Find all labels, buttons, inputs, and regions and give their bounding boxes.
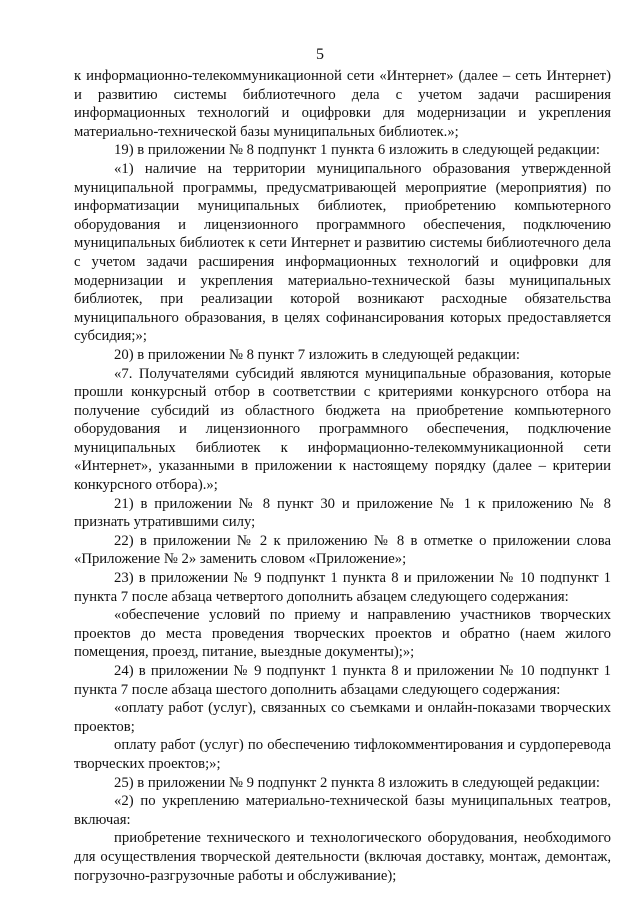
paragraph: к информационно-телекоммуникационной сети «Интернет» (далее – сеть Интернет) и развитию системы библиотечного дела с учетом задачи расширения информационных технологий и оцифровки для модернизации и укрепления материально-технической базы муниципальных библиотек.»; (74, 68, 611, 140)
paragraph: 22) в приложении № 2 к приложению № 8 в отметке о приложении слова «Приложение № 2» заменить словом «Приложение»; (74, 532, 611, 568)
paragraph: «оплату работ (услуг), связанных со съемками и онлайн-показами творческих проектов; (74, 700, 611, 735)
paragraph: 23) в приложении № 9 подпункт 1 пункта 8 и приложении № 10 подпункт 1 пункта 7 после абзаца четвертого дополнить абзацем следующего содержания: (74, 570, 611, 605)
document-body (74, 67, 611, 885)
paragraph: приобретение технического и технологического оборудования, необходимого для осуществления творческой деятельности (включая доставку, монтаж, демонтаж, погрузочно-разгрузочные работы и обслуживание); (74, 830, 611, 884)
paragraph: 25) в приложении № 9 подпункт 2 пункта 8 изложить в следующей редакции: (114, 774, 600, 791)
paragraph: «1) наличие на территории муниципального образования утвержденной муниципальной программы, предусматривающей мероприятие (мероприятия) по информатизации муниципальных библиотек, приобретению компьютерного оборудования и лицензионного программного обеспечения, подключению муниципальных библиотек к сети Интернет и развитию системы библиотечного дела с учетом задачи расширения информационных технологий и оцифровки для модернизации и укрепления материально-технической базы муниципальных библиотек, при реализации которой возникают расходные обязательства муниципального образования, в целях софинансирования которых предоставляется субсидия;»; (74, 160, 611, 345)
paragraph: 21) в приложении № 8 пункт 30 и приложение № 1 к приложению № 8 признать утратившими силу; (74, 495, 611, 531)
paragraph: «2) по укреплению материально-технической базы муниципальных театров, включая: (74, 793, 611, 828)
paragraph: «обеспечение условий по приему и направлению участников творческих проектов до места проведения творческих проектов и обратно (наем жилого помещения, проезд, питание, выездные документы);»; (74, 607, 611, 661)
page-number: 5 (316, 46, 324, 63)
paragraph: оплату работ (услуг) по обеспечению тифлокомментирования и сурдоперевода творческих проектов;»; (74, 737, 611, 772)
paragraph: «7. Получателями субсидий являются муниципальные образования, которые прошли конкурсный отбор в соответствии с критериями конкурсного отбора на получение субсидий из областного бюджета на приобретение компьютерного оборудования и лицензионного программного обеспечения, подключение муниципальных библиотек к информационно-телекоммуникационной сети «Интернет», указанными в приложении к настоящему порядку (далее – критерии конкурсного отбора).»; (74, 365, 611, 494)
paragraph: 19) в приложении № 8 подпункт 1 пункта 6 изложить в следующей редакции: (114, 142, 600, 159)
paragraph: 20) в приложении № 8 пункт 7 изложить в следующей редакции: (114, 346, 520, 363)
paragraph: 24) в приложении № 9 подпункт 1 пункта 8 и приложении № 10 подпункт 1 пункта 7 после абзаца шестого дополнить абзацами следующего содержания: (74, 663, 611, 698)
